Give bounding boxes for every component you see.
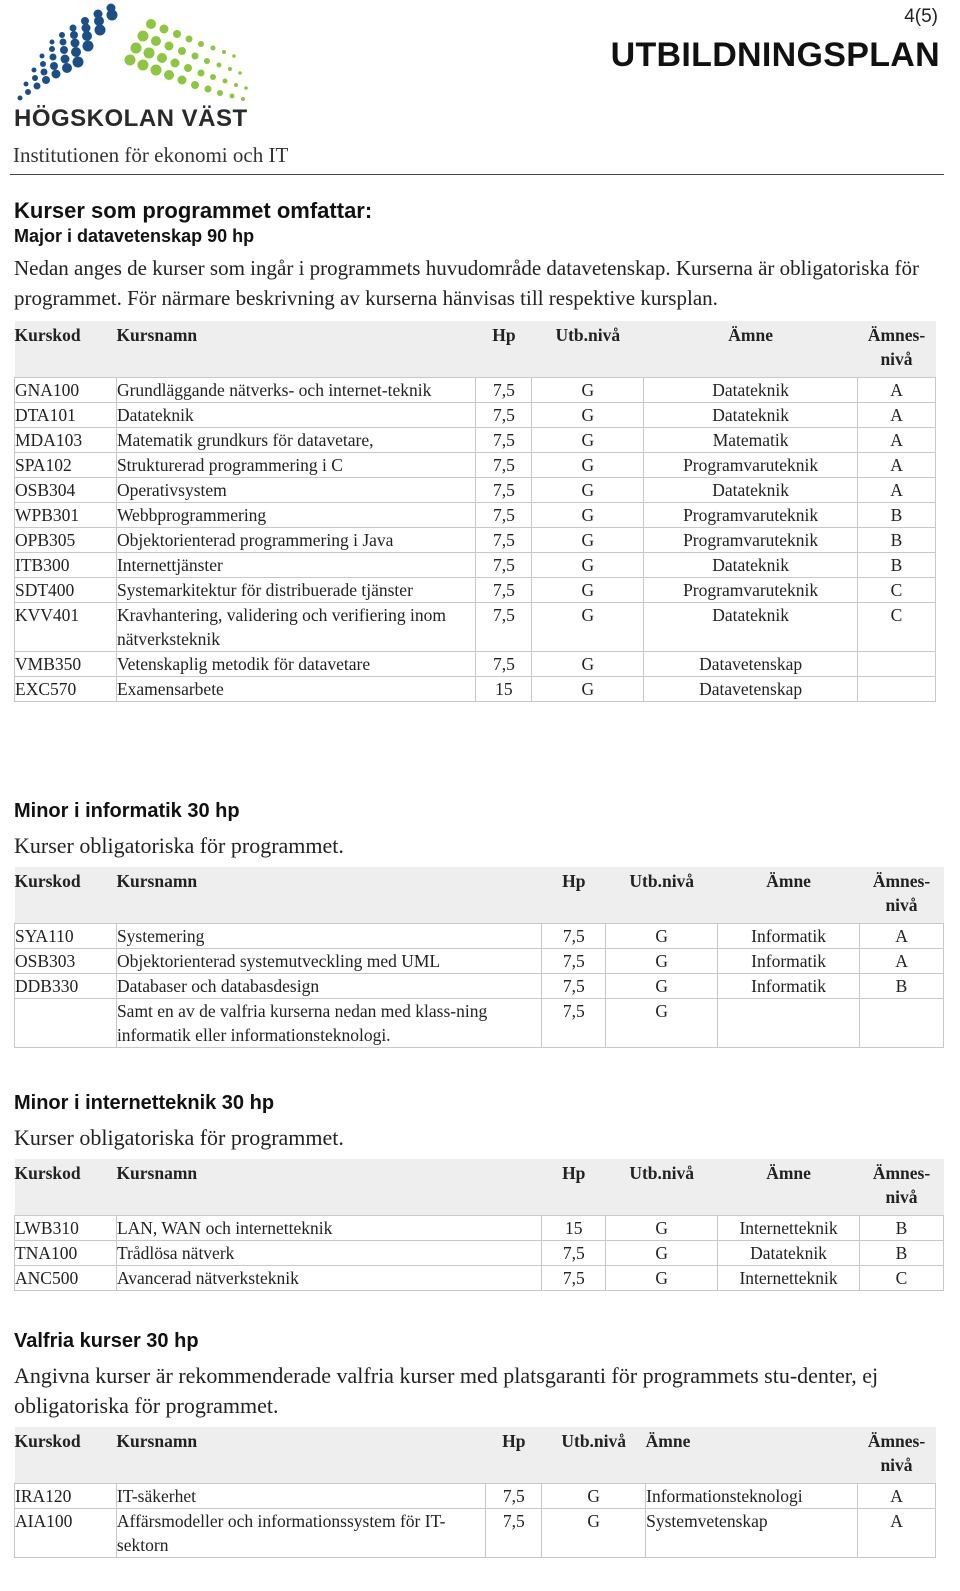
cell-kursnamn: Grundläggande nätverks- och internet-teknik — [116, 378, 476, 403]
header-hp: Hp — [476, 321, 532, 378]
cell-amnesniva: A — [858, 1509, 936, 1558]
header-amnesniva-line1: Ämnes- — [872, 1163, 931, 1183]
table-header-row — [15, 1159, 944, 1216]
cell-kurskod: MDA103 — [15, 428, 117, 453]
cell-hp: 7,5 — [486, 1509, 542, 1558]
header-utbniva: Utb.nivå — [532, 321, 644, 378]
cell-amnesniva: A — [858, 1484, 936, 1509]
cell-amnesniva — [858, 677, 936, 702]
cell-amne: Datavetenskap — [644, 652, 858, 677]
cell-utbniva: G — [542, 1484, 646, 1509]
minor-internet-rows — [15, 1216, 944, 1291]
minor-informatik-rows — [15, 924, 944, 1048]
table-row — [15, 503, 936, 528]
cell-amnesniva: A — [858, 428, 936, 453]
cell-kursnamn: Affärsmodeller och informationssystem för IT-sektorn — [116, 1509, 485, 1558]
table-row — [15, 603, 936, 652]
header-amnesniva-line1: Ämnes- — [872, 871, 931, 891]
header-divider — [10, 174, 944, 175]
cell-amnesniva: A — [860, 949, 944, 974]
cell-amne: Datateknik — [644, 378, 858, 403]
table-row — [15, 1266, 944, 1291]
cell-kurskod: LWB310 — [15, 1216, 117, 1241]
cell-kursnamn: Operativsystem — [116, 478, 476, 503]
cell-amne: Informatik — [718, 949, 860, 974]
elective-description: Angivna kurser är rekommenderade valfria kurser med platsgaranti för programmets stu-denter, ej obligatoriska för programmet. — [14, 1363, 879, 1418]
table-row — [15, 1216, 944, 1241]
cell-kurskod: GNA100 — [15, 378, 117, 403]
header-kurskod: Kurskod — [15, 867, 117, 924]
header-amne: Ämne — [646, 1427, 858, 1484]
cell-utbniva: G — [532, 677, 644, 702]
table-header-row — [15, 867, 944, 924]
cell-amnesniva: C — [858, 603, 936, 652]
table-row — [15, 453, 936, 478]
page-header — [0, 0, 960, 180]
cell-utbniva: G — [532, 578, 644, 603]
cell-hp: 7,5 — [476, 578, 532, 603]
cell-utbniva: G — [532, 528, 644, 553]
cell-amne: Datateknik — [644, 603, 858, 652]
table-row — [15, 1241, 944, 1266]
cell-utbniva: G — [532, 603, 644, 652]
cell-kurskod — [15, 999, 117, 1048]
header-amnesniva-line2: nivå — [880, 349, 913, 369]
header-kursnamn: Kursnamn — [116, 1427, 485, 1484]
header-hp: Hp — [486, 1427, 542, 1484]
cell-amne: Systemvetenskap — [646, 1509, 858, 1558]
cell-kursnamn: Vetenskaplig metodik för datavetare — [116, 652, 476, 677]
table-row — [15, 578, 936, 603]
cell-kurskod: ANC500 — [15, 1266, 117, 1291]
cell-hp: 7,5 — [542, 1241, 606, 1266]
cell-kurskod: EXC570 — [15, 677, 117, 702]
cell-hp: 7,5 — [476, 428, 532, 453]
header-amnesniva-line1: Ämnes- — [867, 325, 926, 345]
header-amnesniva-line2: nivå — [885, 895, 918, 915]
major-heading: Major i datavetenskap 90 hp — [14, 226, 255, 246]
header-hp: Hp — [542, 867, 606, 924]
cell-amne: Datateknik — [644, 403, 858, 428]
cell-kurskod: OSB303 — [15, 949, 117, 974]
header-hp: Hp — [542, 1159, 606, 1216]
cell-kurskod: SDT400 — [15, 578, 117, 603]
cell-kurskod: WPB301 — [15, 503, 117, 528]
cell-kurskod: TNA100 — [15, 1241, 117, 1266]
cell-utbniva: G — [606, 999, 718, 1048]
elective-table — [14, 1427, 936, 1558]
table-row — [15, 553, 936, 578]
cell-utbniva: G — [606, 924, 718, 949]
header-amnesniva-line1: Ämnes- — [867, 1431, 926, 1451]
minor-informatik-section — [14, 800, 944, 1048]
table-row — [15, 478, 936, 503]
minor-internet-title: Minor i internetteknik 30 hp — [14, 1092, 275, 1114]
cell-kurskod: DTA101 — [15, 403, 117, 428]
cell-kursnamn: Samt en av de valfria kurserna nedan med klass-ning informatik eller informationsteknologi. — [116, 999, 541, 1048]
cell-kursnamn: Examensarbete — [116, 677, 476, 702]
cell-hp: 7,5 — [476, 378, 532, 403]
cell-hp: 7,5 — [476, 478, 532, 503]
cell-kurskod: KVV401 — [15, 603, 117, 652]
cell-kursnamn: Datateknik — [116, 403, 476, 428]
cell-utbniva: G — [532, 453, 644, 478]
cell-utbniva: G — [532, 478, 644, 503]
cell-utbniva: G — [606, 1216, 718, 1241]
cell-amne: Datateknik — [718, 1241, 860, 1266]
cell-hp: 7,5 — [476, 403, 532, 428]
cell-kursnamn: IT-säkerhet — [116, 1484, 485, 1509]
cell-kursnamn: Databaser och databasdesign — [116, 974, 541, 999]
cell-amnesniva: B — [858, 553, 936, 578]
table-row — [15, 1509, 936, 1558]
header-amne: Ämne — [718, 867, 860, 924]
cell-hp: 7,5 — [486, 1484, 542, 1509]
header-amnesniva — [860, 867, 944, 924]
page-number: 4(5) — [904, 6, 938, 27]
cell-utbniva: G — [532, 378, 644, 403]
cell-hp: 7,5 — [476, 652, 532, 677]
table-row — [15, 949, 944, 974]
table-row — [15, 924, 944, 949]
cell-amnesniva: B — [860, 1216, 944, 1241]
minor-informatik-table — [14, 867, 944, 1048]
cell-utbniva: G — [532, 652, 644, 677]
cell-kursnamn: Avancerad nätverksteknik — [116, 1266, 541, 1291]
cell-kursnamn: Objektorienterad programmering i Java — [116, 528, 476, 553]
cell-utbniva: G — [542, 1509, 646, 1558]
cell-kurskod: SPA102 — [15, 453, 117, 478]
table-row — [15, 528, 936, 553]
header-amnesniva — [858, 321, 936, 378]
cell-amne: Datavetenskap — [644, 677, 858, 702]
cell-amnesniva: A — [858, 378, 936, 403]
major-description: Nedan anges de kurser som ingår i programmets huvudområde datavetenskap. Kurserna är obligatoriska för programmet. För närmare beskrivning av kurserna hänvisas till respektive kursplan. — [14, 256, 920, 310]
cell-kursnamn: Strukturerad programmering i C — [116, 453, 476, 478]
cell-amnesniva: B — [860, 974, 944, 999]
header-amnesniva — [860, 1159, 944, 1216]
cell-kurskod: ITB300 — [15, 553, 117, 578]
cell-hp: 7,5 — [542, 1266, 606, 1291]
header-amne: Ämne — [644, 321, 858, 378]
cell-amne: Internetteknik — [718, 1216, 860, 1241]
cell-utbniva: G — [606, 1241, 718, 1266]
cell-amnesniva: C — [860, 1266, 944, 1291]
document-title: UTBILDNINGSPLAN — [610, 36, 940, 74]
table-row — [15, 1484, 936, 1509]
cell-utbniva: G — [606, 974, 718, 999]
elective-rows — [15, 1484, 936, 1558]
table-row — [15, 677, 936, 702]
table-row — [15, 378, 936, 403]
cell-utbniva: G — [606, 1266, 718, 1291]
header-utbniva: Utb.nivå — [542, 1427, 646, 1484]
main-content — [14, 198, 944, 702]
cell-amne: Informationsteknologi — [646, 1484, 858, 1509]
cell-amnesniva: B — [860, 1241, 944, 1266]
page-heading: Kurser som programmet omfattar: — [14, 198, 373, 223]
cell-amnesniva — [858, 652, 936, 677]
cell-hp: 15 — [542, 1216, 606, 1241]
elective-section — [14, 1330, 944, 1558]
cell-kursnamn: Systemarkitektur för distribuerade tjänster — [116, 578, 476, 603]
table-row — [15, 428, 936, 453]
table-header-row — [15, 1427, 936, 1484]
cell-amnesniva: A — [858, 403, 936, 428]
elective-title: Valfria kurser 30 hp — [14, 1330, 199, 1352]
cell-hp: 7,5 — [476, 528, 532, 553]
table-row — [15, 652, 936, 677]
cell-amne: Internetteknik — [718, 1266, 860, 1291]
header-utbniva: Utb.nivå — [606, 867, 718, 924]
header-kursnamn: Kursnamn — [116, 321, 476, 378]
cell-kursnamn: Systemering — [116, 924, 541, 949]
header-amne: Ämne — [718, 1159, 860, 1216]
major-course-table — [14, 321, 936, 702]
cell-kurskod: IRA120 — [15, 1484, 117, 1509]
cell-utbniva: G — [532, 553, 644, 578]
table-row — [15, 999, 944, 1048]
header-amnesniva — [858, 1427, 936, 1484]
cell-amne — [718, 999, 860, 1048]
logo-wordmark: HÖGSKOLAN VÄST — [14, 105, 248, 132]
header-amnesniva-line2: nivå — [880, 1455, 913, 1475]
cell-hp: 7,5 — [542, 999, 606, 1048]
cell-hp: 15 — [476, 677, 532, 702]
cell-kursnamn: LAN, WAN och internetteknik — [116, 1216, 541, 1241]
cell-amnesniva: A — [858, 478, 936, 503]
cell-kursnamn: Kravhantering, validering och verifiering inom nätverksteknik — [116, 603, 476, 652]
cell-hp: 7,5 — [476, 603, 532, 652]
minor-internet-table — [14, 1159, 944, 1291]
cell-kursnamn: Internettjänster — [116, 553, 476, 578]
header-kursnamn: Kursnamn — [116, 1159, 541, 1216]
cell-kurskod: VMB350 — [15, 652, 117, 677]
cell-amnesniva — [860, 999, 944, 1048]
table-row — [15, 974, 944, 999]
cell-utbniva: G — [532, 503, 644, 528]
cell-amne: Datateknik — [644, 478, 858, 503]
cell-kurskod: OSB304 — [15, 478, 117, 503]
cell-hp: 7,5 — [542, 949, 606, 974]
cell-kurskod: AIA100 — [15, 1509, 117, 1558]
cell-amne: Datateknik — [644, 553, 858, 578]
cell-amne: Programvaruteknik — [644, 503, 858, 528]
cell-kursnamn: Trådlösa nätverk — [116, 1241, 541, 1266]
minor-informatik-description: Kurser obligatoriska för programmet. — [14, 833, 344, 858]
table-row — [15, 403, 936, 428]
header-kurskod: Kurskod — [15, 321, 117, 378]
minor-informatik-title: Minor i informatik 30 hp — [14, 800, 240, 822]
header-kursnamn: Kursnamn — [116, 867, 541, 924]
cell-hp: 7,5 — [542, 924, 606, 949]
cell-kurskod: DDB330 — [15, 974, 117, 999]
cell-kurskod: OPB305 — [15, 528, 117, 553]
cell-amne: Programvaruteknik — [644, 578, 858, 603]
cell-amnesniva: B — [858, 528, 936, 553]
cell-hp: 7,5 — [476, 503, 532, 528]
header-kurskod: Kurskod — [15, 1427, 117, 1484]
header-amnesniva-line2: nivå — [885, 1187, 918, 1207]
cell-amnesniva: C — [858, 578, 936, 603]
cell-kursnamn: Webbprogrammering — [116, 503, 476, 528]
cell-hp: 7,5 — [476, 453, 532, 478]
cell-utbniva: G — [532, 428, 644, 453]
cell-kursnamn: Objektorienterad systemutveckling med UML — [116, 949, 541, 974]
cell-amne: Informatik — [718, 924, 860, 949]
institution-name: Institutionen för ekonomi och IT — [13, 143, 289, 167]
cell-utbniva: G — [532, 403, 644, 428]
cell-kurskod: SYA110 — [15, 924, 117, 949]
cell-amne: Matematik — [644, 428, 858, 453]
cell-hp: 7,5 — [542, 974, 606, 999]
cell-amne: Informatik — [718, 974, 860, 999]
header-kurskod: Kurskod — [15, 1159, 117, 1216]
cell-kursnamn: Matematik grundkurs för datavetare, — [116, 428, 476, 453]
cell-amne: Programvaruteknik — [644, 528, 858, 553]
minor-internet-description: Kurser obligatoriska för programmet. — [14, 1125, 344, 1150]
cell-amne: Programvaruteknik — [644, 453, 858, 478]
minor-internet-section — [14, 1092, 944, 1291]
cell-hp: 7,5 — [476, 553, 532, 578]
cell-utbniva: G — [606, 949, 718, 974]
cell-amnesniva: A — [860, 924, 944, 949]
major-rows — [15, 378, 936, 702]
header-utbniva: Utb.nivå — [606, 1159, 718, 1216]
cell-amnesniva: B — [858, 503, 936, 528]
table-header-row — [15, 321, 936, 378]
cell-amnesniva: A — [858, 453, 936, 478]
